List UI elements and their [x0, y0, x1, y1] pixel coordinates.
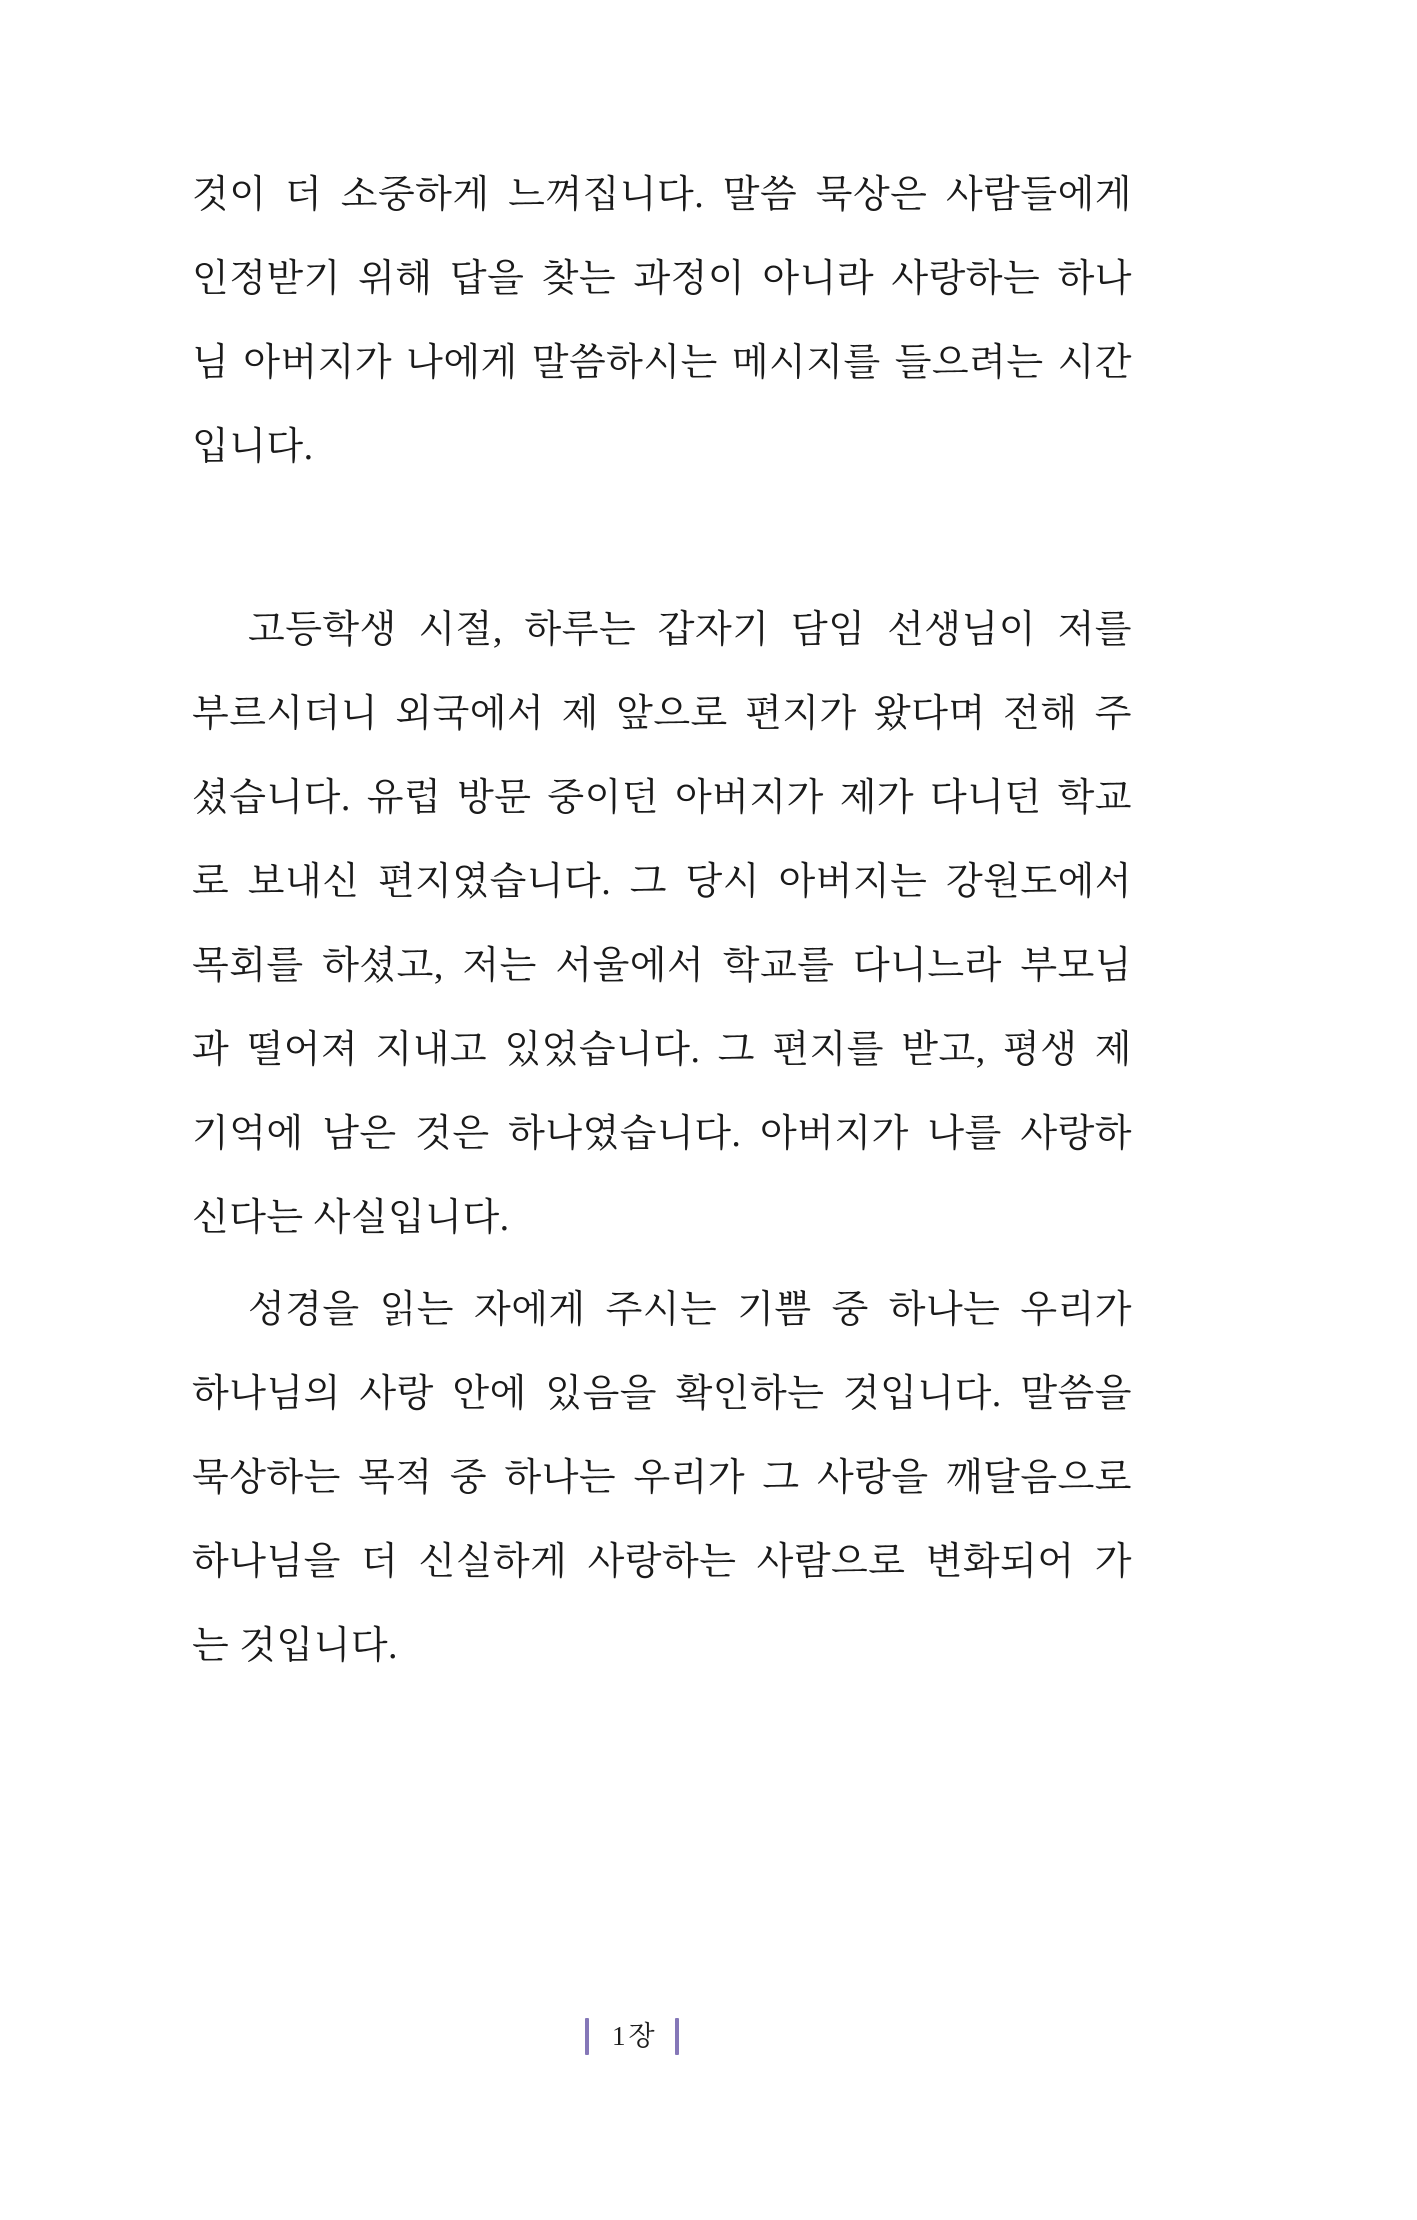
text-line: 하나님을 더 신실하게 사랑하는 사람으로 변화되어 가: [192, 1541, 1132, 1583]
text-line: 셨습니다. 유럽 방문 중이던 아버지가 제가 다니던 학교: [192, 777, 1132, 819]
paragraph: [192, 153, 1132, 489]
paragraph: [192, 588, 1132, 1260]
text-line: 기억에 남은 것은 하나였습니다. 아버지가 나를 사랑하: [192, 1113, 1132, 1155]
text-line: 묵상하는 목적 중 하나는 우리가 그 사랑을 깨달음으로: [192, 1457, 1132, 1499]
text-line: 부르시더니 외국에서 제 앞으로 편지가 왔다며 전해 주: [192, 693, 1132, 735]
text-line: 하나님의 사랑 안에 있음을 확인하는 것입니다. 말씀을: [192, 1373, 1132, 1415]
text-line: 입니다.: [192, 426, 314, 468]
chapter-number: 1장: [612, 2021, 658, 2051]
text-line: 것이 더 소중하게 느껴집니다. 말씀 묵상은 사람들에게: [192, 174, 1132, 216]
footer-right-bar-icon: [675, 2018, 679, 2055]
text-line: 님 아버지가 나에게 말씀하시는 메시지를 들으려는 시간: [192, 342, 1132, 384]
footer-left-bar-icon: [585, 2018, 589, 2055]
text-line: 목회를 하셨고, 저는 서울에서 학교를 다니느라 부모님: [192, 945, 1132, 987]
text-line: 성경을 읽는 자에게 주시는 기쁨 중 하나는 우리가: [248, 1289, 1132, 1331]
text-line: 신다는 사실입니다.: [192, 1197, 510, 1239]
text-line: 인정받기 위해 답을 찾는 과정이 아니라 사랑하는 하나: [192, 258, 1132, 300]
text-line: 과 떨어져 지내고 있었습니다. 그 편지를 받고, 평생 제: [192, 1029, 1132, 1071]
text-line: 고등학생 시절, 하루는 갑자기 담임 선생님이 저를: [248, 609, 1132, 651]
page-footer: [585, 2018, 679, 2055]
page-text: [192, 153, 1132, 1688]
text-line: 로 보내신 편지였습니다. 그 당시 아버지는 강원도에서: [192, 861, 1132, 903]
text-line: 는 것입니다.: [192, 1625, 399, 1667]
paragraph: [192, 1268, 1132, 1688]
